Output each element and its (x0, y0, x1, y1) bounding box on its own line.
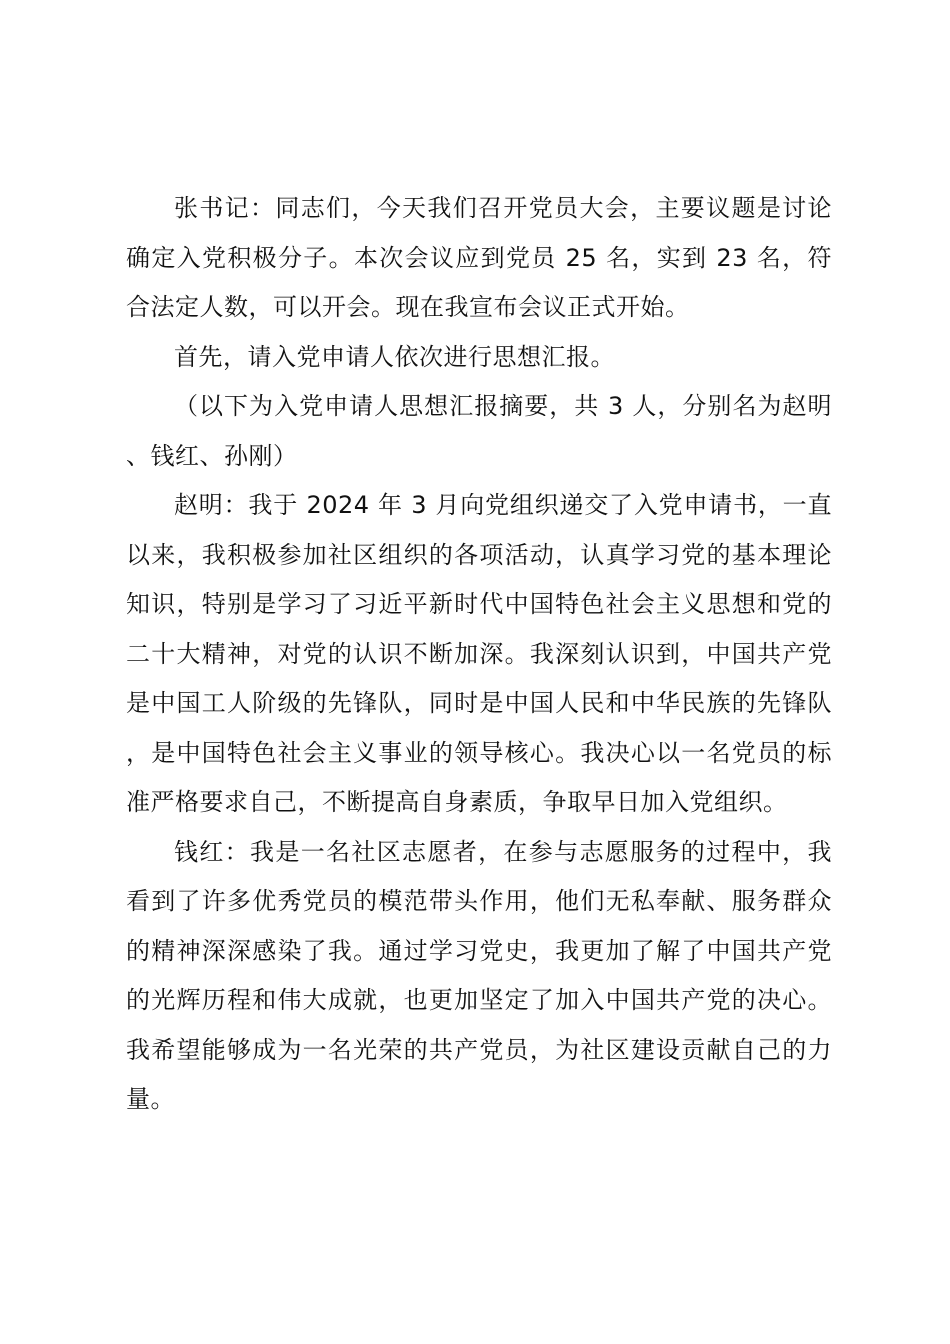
paragraph-zhao-ming-report: 赵明：我于 2024 年 3 月向党组织递交了入党申请书，一直以来，我积极参加社区组织的各项活动，认真学习党的基本理论知识，特别是学习了习近平新时代中国特色社会主义思想和党的二十大精神，对党的认识不断加深。我深刻认识到，中国共产党是中国工人阶级的先锋队，同时是中国人民和中华民族的先锋队，是中国特色社会主义事业的领导核心。我决心以一名党员的标准严格要求自己，不断提高自身素质，争取早日加入党组织。 (126, 491, 832, 816)
paragraph-opening-remarks: 张书记：同志们，今天我们召开党员大会，主要议题是讨论确定入党积极分子。本次会议应到党员 25 名，实到 23 名，符合法定人数，可以开会。现在我宣布会议正式开始。 (126, 194, 832, 321)
paragraph-report-request: 首先，请入党申请人依次进行思想汇报。 (174, 342, 615, 371)
document-body (126, 184, 832, 1125)
paragraph-summary-note: （以下为入党申请人思想汇报摘要，共 3 人，分别名为赵明、钱红、孙刚） (126, 392, 832, 470)
paragraph-qian-hong-report: 钱红：我是一名社区志愿者，在参与志愿服务的过程中，我看到了许多优秀党员的模范带头作用，他们无私奉献、服务群众的精神深深感染了我。通过学习党史，我更加了解了中国共产党的光辉历程和伟大成就，也更加坚定了加入中国共产党的决心。我希望能够成为一名光荣的共产党员，为社区建设贡献自己的力量。 (126, 837, 832, 1113)
